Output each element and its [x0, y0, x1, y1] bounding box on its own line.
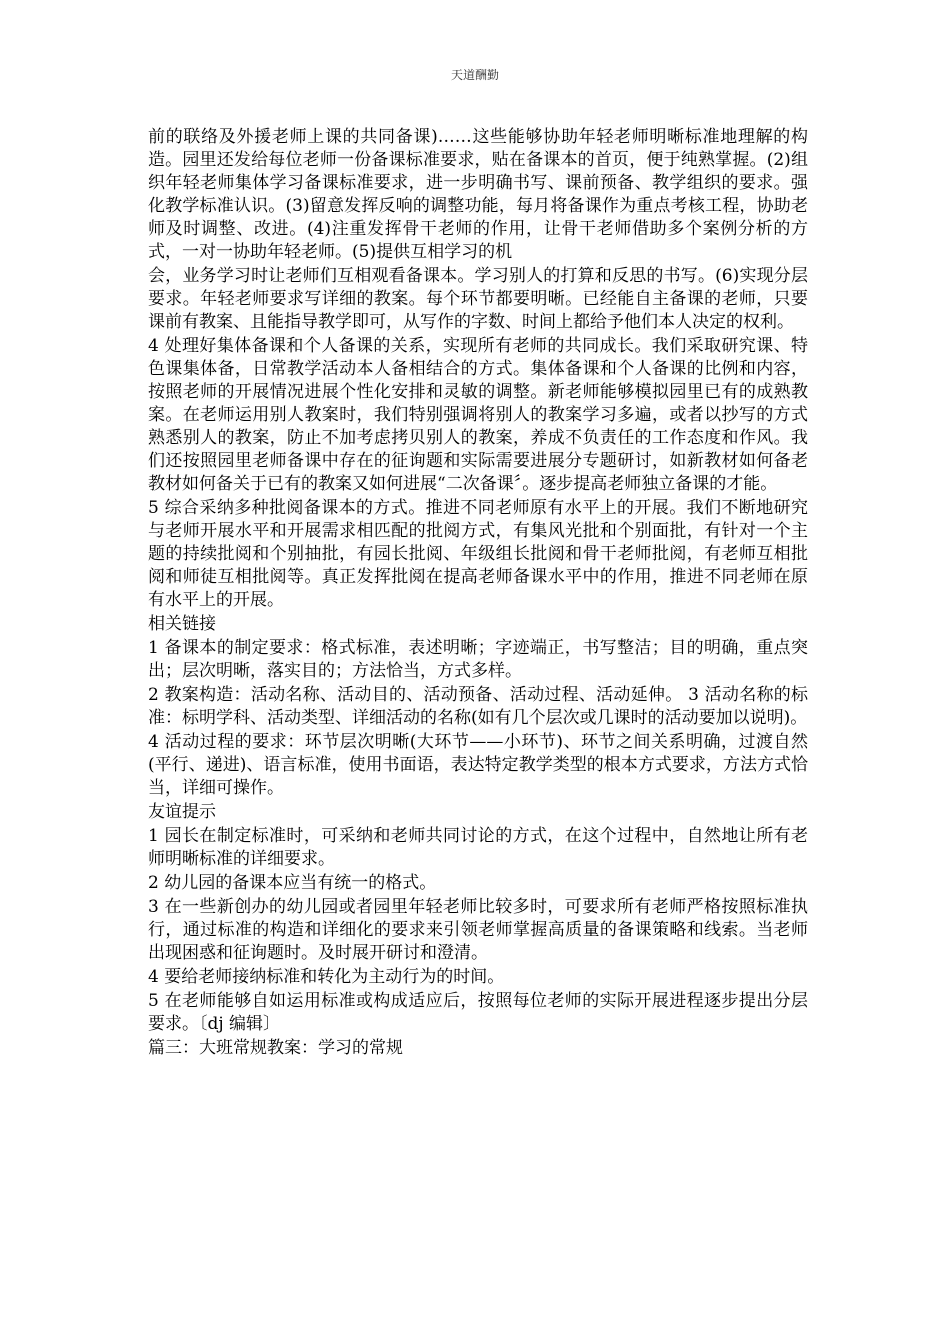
section-heading: 相关链接 — [148, 614, 216, 634]
paragraph: 2 教案构造：活动名称、活动目的、活动预备、活动过程、活动延伸。 3 活动名称的标准：标明学科、活动类型、详细活动的名称(如有几个层次或几课时的活动要加以说明)。 — [148, 685, 808, 728]
paragraph: 4 处理好集体备课和个人备课的关系，实现所有老师的共同成长。我们采取研究课、特色课集体备，日常教学活动本人备相结合的方式。集体备课和个人备课的比例和内容，按照老师的开展情况进展个性化安排和灵敏的调整。新老师能够模拟园里已有的成熟教案。在老师运用别人教案时，我们特别强调将别人的教案学习多遍，或者以抄写的方式熟悉别人的教案，防止不加考虑拷贝别人的教案，养成不负责任的工作态度和作风。我们还按照园里老师备课中存在的征询题和实际需要进展分专题研讨，如新教材如何备老教材如何备关于已有的教案又如何进展“二次备课〞。逐步提高老师独立备课的才能。 — [148, 336, 808, 494]
section-heading: 友谊提示 — [148, 802, 216, 822]
document-body — [148, 126, 808, 1061]
paragraph: 2 幼儿园的备课本应当有统一的格式。 — [148, 873, 437, 893]
paragraph: 3 在一些新创办的幼儿园或者园里年轻老师比较多时，可要求所有老师严格按照标准执行，通过标准的构造和详细化的要求来引领老师掌握高质量的备课策略和线索。当老师出现困惑和征询题时。及时展开研讨和澄清。 — [148, 897, 808, 963]
section-heading: 篇三：大班常规教案：学习的常规 — [148, 1038, 403, 1058]
page-header: 天道酬勤 — [450, 68, 499, 82]
paragraph: 1 园长在制定标准时，可采纳和老师共同讨论的方式，在这个过程中，自然地让所有老师明晰标准的详细要求。 — [148, 826, 808, 869]
paragraph: 4 活动过程的要求：环节层次明晰(大环节——小环节)、环节之间关系明确，过渡自然(平行、递进)、语言标准，使用书面语，表达特定教学类型的根本方式要求，方法方式恰当，详细可操作。 — [148, 732, 808, 798]
paragraph: 1 备课本的制定要求：格式标准，表述明晰；字迹端正，书写整洁；目的明确，重点突出；层次明晰，落实目的；方法恰当，方式多样。 — [148, 638, 808, 681]
paragraph: 4 要给老师接纳标准和转化为主动行为的时间。 — [148, 967, 505, 987]
paragraph: 会，业务学习时让老师们互相观看备课本。学习别人的打算和反思的书写。(6)实现分层要求。年轻老师要求写详细的教案。每个环节都要明晰。已经能自主备课的老师，只要课前有教案、且能指导教学即可，从写作的字数、时间上都给予他们本人决定的权利。 — [148, 266, 808, 332]
paragraph: 5 综合采纳多种批阅备课本的方式。推进不同老师原有水平上的开展。我们不断地研究与老师开展水平和开展需求相匹配的批阅方式，有集风光批和个别面批，有针对一个主题的持续批阅和个别抽批，有园长批阅、年级组长批阅和骨干老师批阅，有老师互相批阅和师徒互相批阅等。真正发挥批阅在提高老师备课水平中的作用，推进不同老师在原有水平上的开展。 — [148, 498, 808, 610]
paragraph: 前的联络及外援老师上课的共同备课)……这些能够协助年轻老师明晰标准地理解的构造。园里还发给每位老师一份备课标准要求，贴在备课本的首页，便于纯熟掌握。(2)组织年轻老师集体学习备课标准要求，进一步明确书写、课前预备、教学组织的要求。强化教学标准认识。(3)留意发挥反响的调整功能，每月将备课作为重点考核工程，协助老师及时调整、改进。(4)注重发挥骨干老师的作用，让骨干老师借助多个案例分析的方式，一对一协助年轻老师。(5)提供互相学习的机 — [148, 127, 808, 262]
paragraph: 5 在老师能够自如运用标准或构成适应后，按照每位老师的实际开展进程逐步提出分层要求。〔dj 编辑〕 — [148, 991, 808, 1034]
